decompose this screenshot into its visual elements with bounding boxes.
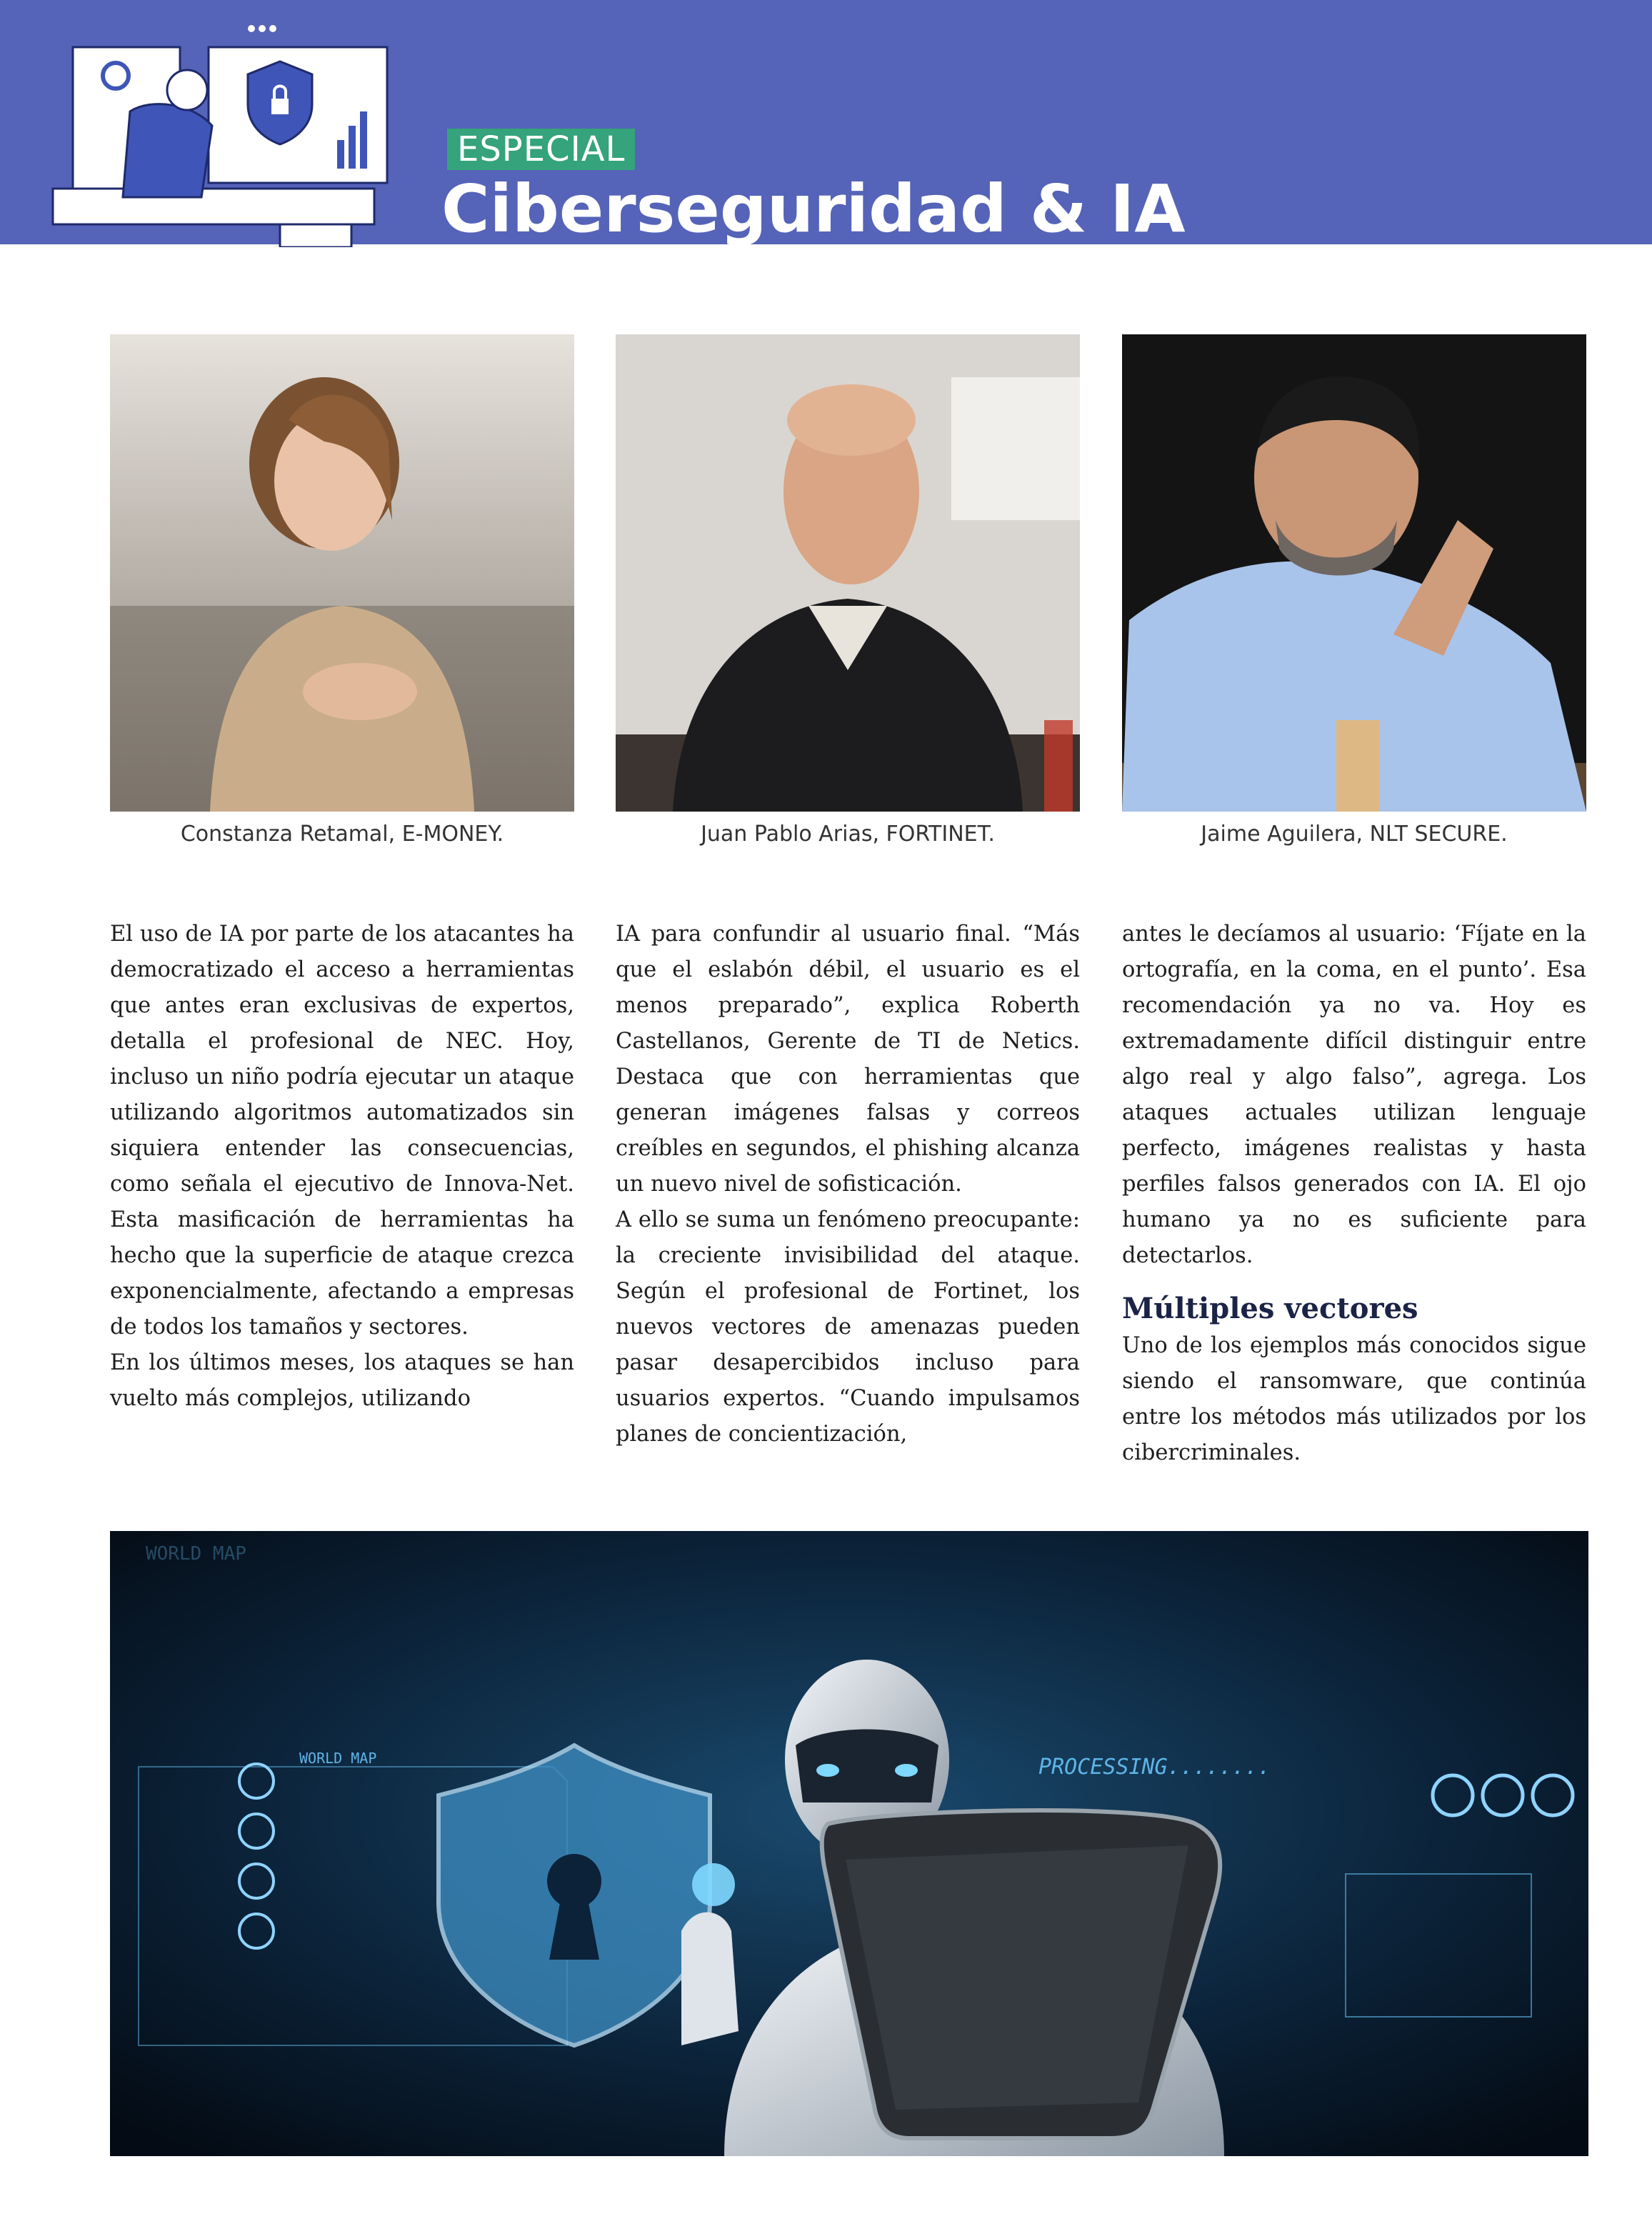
- bar-3: [360, 111, 367, 169]
- paragraph: antes le decíamos al usuario: ‘Fíjate en la ortografía, en la coma, en el punto’. Esa recomendación ya no va. Hoy es extremadamente difícil distinguir entre algo real y algo falso”, agrega. Los ataques actuales utilizan lenguaje perfecto, imágenes realistas y hasta perfiles falsos generados con IA. El ojo humano ya no es suficiente para detectarlos.: [1122, 922, 1586, 1268]
- hero-image-ai-cybersecurity: [110, 1531, 1588, 2156]
- article-column-3: [1122, 917, 1586, 1471]
- photo-jaime-aguilera: [1122, 334, 1586, 812]
- article-column-2: [616, 917, 1080, 1452]
- caption-juan-pablo-arias: Juan Pablo Arias, FORTINET.: [701, 822, 995, 847]
- hud-label-top: WORLD MAP: [146, 1543, 246, 1565]
- photo-juan-pablo-arias: [616, 334, 1080, 812]
- bar-1: [337, 140, 344, 169]
- paragraph: A ello se suma un fenómeno preocupante: la creciente invisibilidad del ataque. Según el profesional de Fortinet, los nuevos vectores de amenazas pueden pasar desapercibidos incluso para usuarios expertos. “Cuando impulsamos planes de concientización,: [616, 1207, 1080, 1447]
- person-body: [123, 104, 212, 197]
- bar-2: [349, 126, 356, 169]
- caption-constanza-retamal: Constanza Retamal, E-MONEY.: [180, 822, 504, 847]
- page-title: Ciberseguridad & IA: [441, 171, 1186, 247]
- hud-label-left: WORLD MAP: [299, 1750, 377, 1767]
- paragraph: En los últimos meses, los ataques se han vuelto más complejos, utilizando: [110, 1350, 574, 1411]
- desk: [53, 189, 374, 224]
- paragraph: Uno de los ejemplos más conocidos sigue siendo el ransomware, que continúa entre los métodos más utilizados por los cibercriminales.: [1122, 1333, 1586, 1465]
- header-band: [0, 0, 1652, 247]
- subheading: Múltiples vectores: [1122, 1292, 1418, 1325]
- paragraph: El uso de IA por parte de los atacantes ha democratizado el acceso a herramientas que antes eran exclusivas de expertos, detalla el profesional de NEC. Hoy, incluso un niño podría ejecutar un ataque utilizando algoritmos automatizados sin siquiera entender las consecuencias, como señala el ejecutivo de Innova-Net. Esta masificación de herramientas ha hecho que la superficie de ataque crezca exponencialmente, afectando a empresas de todos los tamaños y sectores.: [110, 922, 574, 1340]
- glowing-touch-icon: [692, 1863, 735, 1906]
- section-label: ESPECIAL: [447, 129, 635, 170]
- person-head: [167, 70, 207, 110]
- paragraph: IA para confundir al usuario final. “Más que el eslabón débil, el usuario es el menos preparado”, explica Roberth Castellanos, Gerente de TI de Netics. Destaca que con herramientas que generan imágenes falsas y correos creíbles en segundos, el phishing alcanza un nuevo nivel de sofisticación.: [616, 922, 1080, 1197]
- security-illustration: [44, 19, 401, 247]
- desk-cabinet: [280, 224, 351, 247]
- caption-jaime-aguilera: Jaime Aguilera, NLT SECURE.: [1201, 822, 1508, 847]
- lock-body: [271, 99, 289, 114]
- hud-label-processing: PROCESSING........: [1038, 1755, 1271, 1780]
- photo-constanza-retamal: [110, 334, 574, 812]
- article-column-1: [110, 917, 574, 1417]
- dot-3: [269, 25, 276, 32]
- dot-1: [248, 25, 255, 32]
- dot-2: [259, 25, 266, 32]
